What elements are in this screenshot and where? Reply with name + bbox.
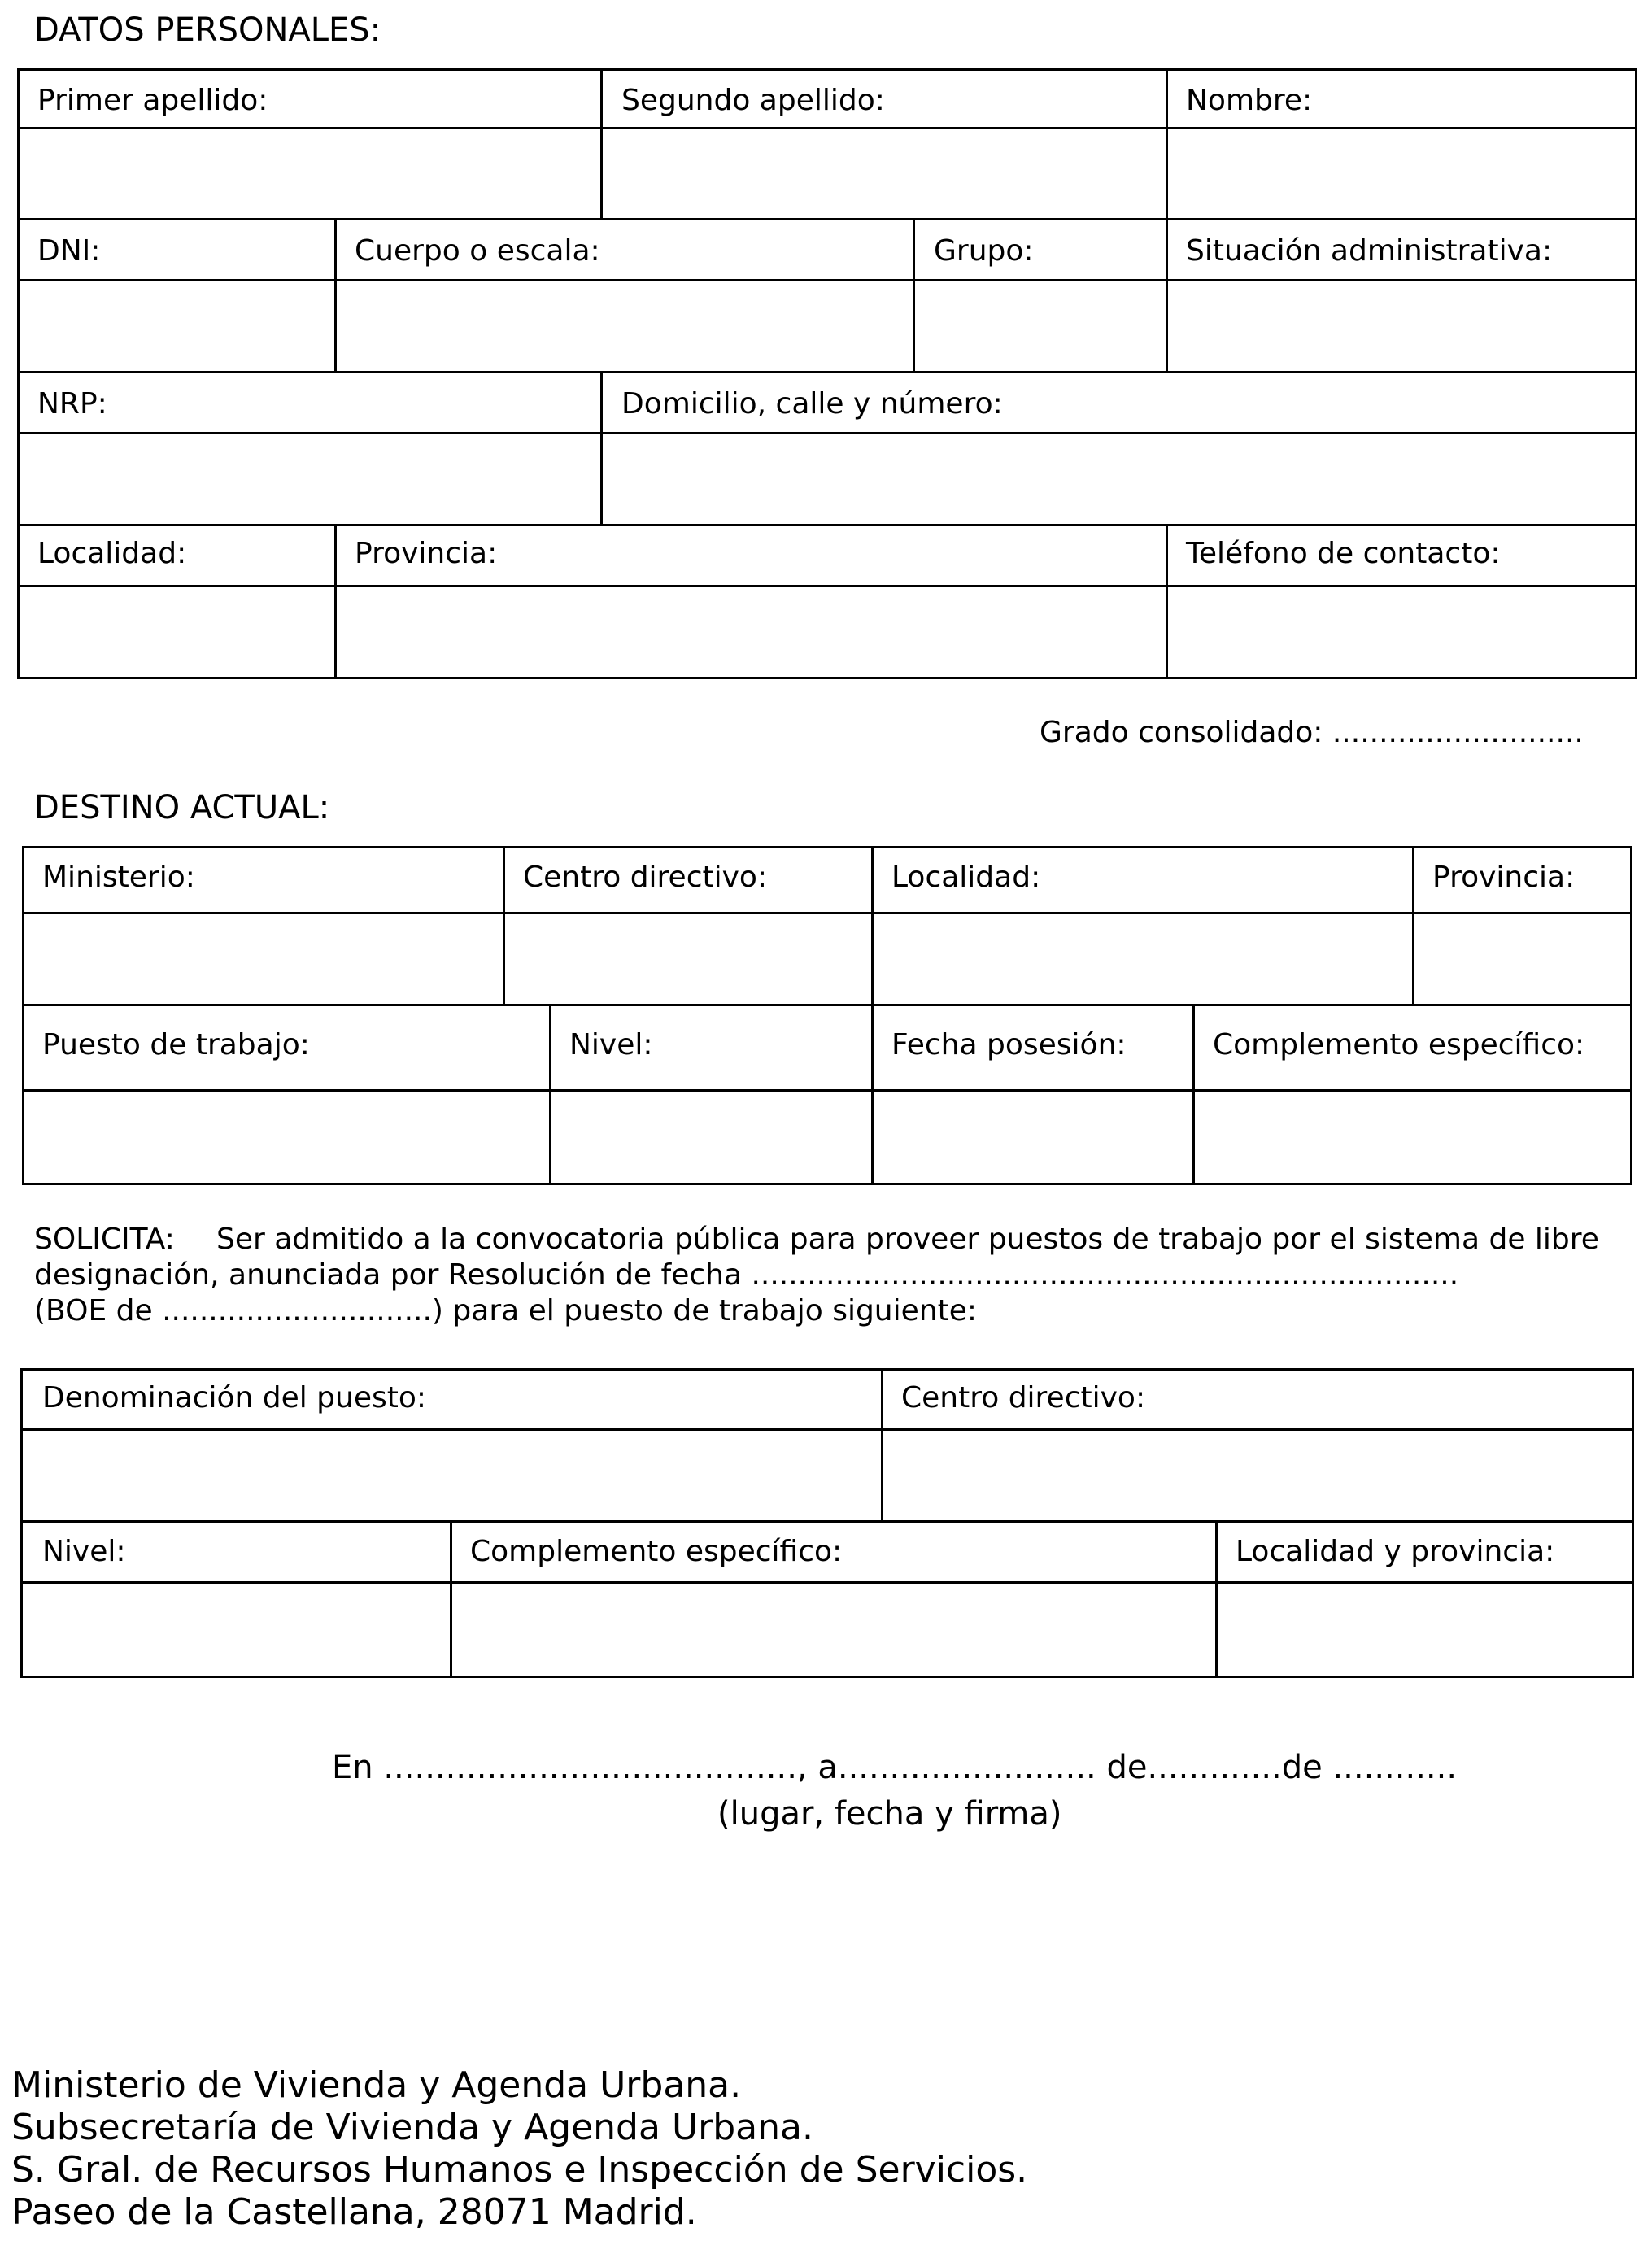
current-post-heading: DESTINO ACTUAL:: [34, 789, 330, 826]
field-centro-directivo-puesto[interactable]: [883, 1431, 1632, 1520]
footer-line: Paseo de la Castellana, 28071 Madrid.: [11, 2191, 697, 2233]
label-fecha-posesion: Fecha posesión:: [891, 1028, 1127, 1061]
field-nrp[interactable]: [20, 434, 600, 524]
table-rule: [22, 1004, 1632, 1006]
label-ministerio: Ministerio:: [42, 861, 195, 894]
label-centro-directivo: Centro directivo:: [523, 861, 768, 894]
field-nombre[interactable]: [1168, 129, 1635, 218]
table-rule: [17, 524, 1637, 526]
table-rule: [17, 371, 1637, 373]
label-situacion-administrativa: Situación administrativa:: [1186, 234, 1553, 268]
footer-line: Subsecretaría de Vivienda y Agenda Urbana.: [11, 2107, 813, 2148]
field-denominacion-puesto[interactable]: [23, 1431, 881, 1520]
label-dni: DNI:: [37, 234, 101, 268]
field-puesto-trabajo[interactable]: [24, 1092, 549, 1183]
field-cuerpo-escala[interactable]: [337, 281, 913, 371]
field-domicilio[interactable]: [603, 434, 1635, 524]
label-nrp: NRP:: [37, 387, 107, 421]
table-rule: [17, 218, 1637, 220]
label-localidad-provincia: Localidad y provincia:: [1236, 1535, 1555, 1568]
solicita-text-line3: (BOE de .............................) para el puesto de trabajo siguiente:: [34, 1294, 977, 1327]
field-complemento-especifico[interactable]: [1195, 1092, 1630, 1183]
field-nivel-puesto[interactable]: [23, 1584, 450, 1676]
footer-address: [11, 2064, 1027, 2234]
personal-data-heading: DATOS PERSONALES:: [34, 11, 381, 49]
field-segundo-apellido[interactable]: [603, 129, 1166, 218]
field-provincia-destino[interactable]: [1414, 914, 1630, 1004]
solicita-label: SOLICITA:: [34, 1223, 175, 1256]
footer-line: Ministerio de Vivienda y Agenda Urbana.: [11, 2064, 742, 2106]
label-provincia: Provincia:: [355, 537, 498, 570]
label-complemento-especifico: Complemento específico:: [1213, 1028, 1585, 1061]
field-complemento-puesto[interactable]: [452, 1584, 1215, 1676]
field-localidad-provincia[interactable]: [1218, 1584, 1632, 1676]
signature-place-date-line: En ........................................, a......................... de.............de ............: [332, 1749, 1458, 1786]
label-puesto-trabajo: Puesto de trabajo:: [42, 1028, 310, 1061]
label-localidad: Localidad:: [37, 537, 187, 570]
label-complemento-puesto: Complemento específico:: [470, 1535, 843, 1568]
footer-line: S. Gral. de Recursos Humanos e Inspección de Servicios.: [11, 2149, 1028, 2190]
field-ministerio[interactable]: [24, 914, 503, 1004]
field-provincia[interactable]: [337, 587, 1166, 677]
signature-caption: (lugar, fecha y firma): [717, 1795, 1062, 1833]
label-domicilio: Domicilio, calle y número:: [621, 387, 1003, 421]
label-denominacion-puesto: Denominación del puesto:: [42, 1381, 427, 1415]
label-provincia-destino: Provincia:: [1432, 861, 1576, 894]
table-rule: [20, 1520, 1634, 1523]
field-grupo[interactable]: [915, 281, 1166, 371]
field-localidad-destino[interactable]: [874, 914, 1412, 1004]
label-nivel-destino: Nivel:: [569, 1028, 653, 1061]
field-centro-directivo[interactable]: [505, 914, 871, 1004]
field-situacion-administrativa[interactable]: [1168, 281, 1635, 371]
solicita-text-line2: designación, anunciada por Resolución de fecha ............................................................................: [34, 1258, 1459, 1292]
label-localidad-destino: Localidad:: [891, 861, 1041, 894]
label-centro-directivo-puesto: Centro directivo:: [901, 1381, 1146, 1415]
label-primer-apellido: Primer apellido:: [37, 84, 268, 117]
label-cuerpo-escala: Cuerpo o escala:: [355, 234, 600, 268]
label-telefono: Teléfono de contacto:: [1186, 537, 1501, 570]
field-primer-apellido[interactable]: [20, 129, 600, 218]
grado-consolidado: Grado consolidado: ...........................: [1040, 716, 1584, 749]
field-localidad[interactable]: [20, 587, 334, 677]
field-fecha-posesion[interactable]: [874, 1092, 1192, 1183]
label-grupo: Grupo:: [934, 234, 1034, 268]
solicita-text-line1: Ser admitido a la convocatoria pública para proveer puestos de trabajo por el sistema de libre: [216, 1223, 1599, 1256]
label-nombre: Nombre:: [1186, 84, 1313, 117]
label-nivel-puesto: Nivel:: [42, 1535, 126, 1568]
label-segundo-apellido: Segundo apellido:: [621, 84, 885, 117]
field-nivel-destino[interactable]: [551, 1092, 871, 1183]
field-dni[interactable]: [20, 281, 334, 371]
field-telefono[interactable]: [1168, 587, 1635, 677]
